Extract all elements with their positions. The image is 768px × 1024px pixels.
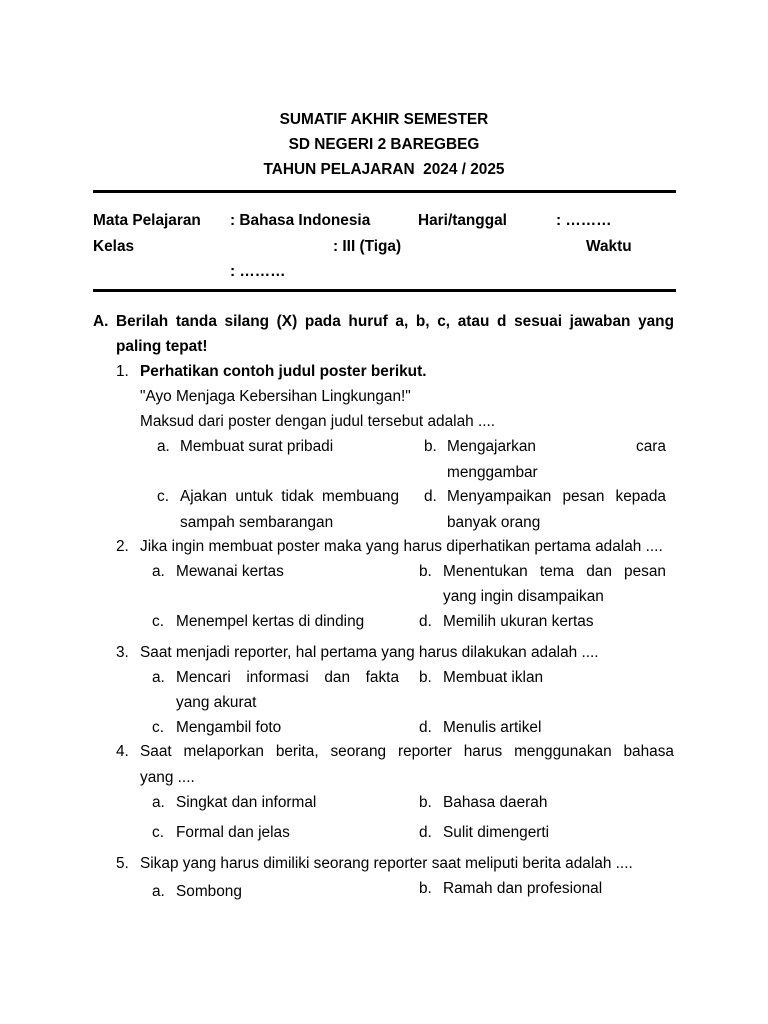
question-1-text: Perhatikan contoh judul poster berikut. bbox=[140, 363, 427, 380]
option-letter: a. bbox=[152, 669, 165, 686]
option-letter: b. bbox=[419, 880, 432, 897]
question-1-text: "Ayo Menjaga Kebersihan Lingkungan!" bbox=[140, 388, 411, 405]
option-letter: b. bbox=[419, 563, 432, 580]
identity-divider bbox=[93, 289, 676, 292]
option-letter: d. bbox=[419, 824, 432, 841]
option-letter: c. bbox=[157, 488, 169, 505]
section-a-instruction: paling tepat! bbox=[116, 338, 208, 355]
question-4-text: Saat melaporkan berita, seorang reporter harus menggunakan bahasa bbox=[140, 743, 674, 760]
option-letter: b. bbox=[424, 438, 437, 455]
option-text: Ajakan untuk tidak membuang bbox=[180, 488, 399, 505]
question-3-text: Saat menjadi reporter, hal pertama yang harus dilakukan adalah .... bbox=[140, 644, 599, 661]
option-text: Membuat iklan bbox=[443, 669, 544, 686]
option-letter: d. bbox=[419, 613, 432, 630]
question-1-text: Maksud dari poster dengan judul tersebut adalah .... bbox=[140, 413, 496, 430]
option-text: Mewanai kertas bbox=[176, 563, 284, 580]
academic-year: TAHUN PELAJARAN 2024 / 2025 bbox=[263, 161, 505, 178]
date-label: Hari/tanggal bbox=[418, 212, 507, 229]
option-letter: a. bbox=[152, 794, 165, 811]
option-text: Menulis artikel bbox=[443, 719, 542, 736]
subject-value: : Bahasa Indonesia bbox=[230, 212, 371, 229]
exam-title: SUMATIF AKHIR SEMESTER bbox=[279, 111, 489, 128]
option-letter: a. bbox=[152, 883, 165, 900]
option-letter: c. bbox=[152, 824, 164, 841]
subject-label: Mata Pelajaran bbox=[93, 212, 201, 229]
option-text: Menempel kertas di dinding bbox=[176, 613, 365, 630]
option-text: Memilih ukuran kertas bbox=[443, 613, 594, 630]
time-label: Waktu bbox=[586, 238, 632, 255]
option-text: sampah sembarangan bbox=[180, 514, 334, 531]
option-text: menggambar bbox=[447, 464, 538, 481]
question-2-number: 2. bbox=[116, 538, 129, 555]
time-value: : ……… bbox=[230, 263, 286, 280]
option-text: Formal dan jelas bbox=[176, 824, 290, 841]
option-text: Menyampaikan pesan kepada bbox=[447, 488, 666, 505]
option-letter: c. bbox=[152, 719, 164, 736]
question-5-text: Sikap yang harus dimiliki seorang reporter saat meliputi berita adalah .... bbox=[140, 855, 633, 872]
option-text: Bahasa daerah bbox=[443, 794, 548, 811]
question-4-text: yang .... bbox=[140, 769, 195, 786]
question-2-text: Jika ingin membuat poster maka yang harus diperhatikan pertama adalah .... bbox=[140, 538, 663, 555]
option-text: yang akurat bbox=[176, 694, 257, 711]
class-label: Kelas bbox=[93, 238, 135, 255]
option-text: Sombong bbox=[176, 883, 242, 900]
option-text: Mencari informasi dan fakta bbox=[176, 669, 399, 686]
header-divider bbox=[93, 190, 676, 193]
option-letter: a. bbox=[157, 438, 170, 455]
option-letter: d. bbox=[424, 488, 437, 505]
question-5-number: 5. bbox=[116, 855, 129, 872]
date-value: : ……… bbox=[556, 212, 612, 229]
class-value: : III (Tiga) bbox=[333, 238, 402, 255]
option-text: Sulit dimengerti bbox=[443, 824, 550, 841]
option-text: Menentukan tema dan pesan bbox=[443, 563, 666, 580]
school-name: SD NEGERI 2 BAREGBEG bbox=[288, 136, 480, 153]
option-text: yang ingin disampaikan bbox=[443, 588, 604, 605]
question-1-number: 1. bbox=[116, 363, 129, 380]
question-4-number: 4. bbox=[116, 743, 129, 760]
option-letter: c. bbox=[152, 613, 164, 630]
option-text: Ramah dan profesional bbox=[443, 880, 603, 897]
option-letter: b. bbox=[419, 794, 432, 811]
option-text: Membuat surat pribadi bbox=[180, 438, 334, 455]
option-letter: a. bbox=[152, 563, 165, 580]
option-text: Mengajarkan cara bbox=[447, 438, 666, 455]
option-text: banyak orang bbox=[447, 514, 541, 531]
option-letter: d. bbox=[419, 719, 432, 736]
section-a-letter: A. bbox=[93, 313, 109, 330]
question-3-number: 3. bbox=[116, 644, 129, 661]
section-a-instruction: Berilah tanda silang (X) pada huruf a, b, c, atau d sesuai jawaban yang bbox=[116, 313, 674, 330]
option-text: Singkat dan informal bbox=[176, 794, 317, 811]
option-text: Mengambil foto bbox=[176, 719, 282, 736]
option-letter: b. bbox=[419, 669, 432, 686]
